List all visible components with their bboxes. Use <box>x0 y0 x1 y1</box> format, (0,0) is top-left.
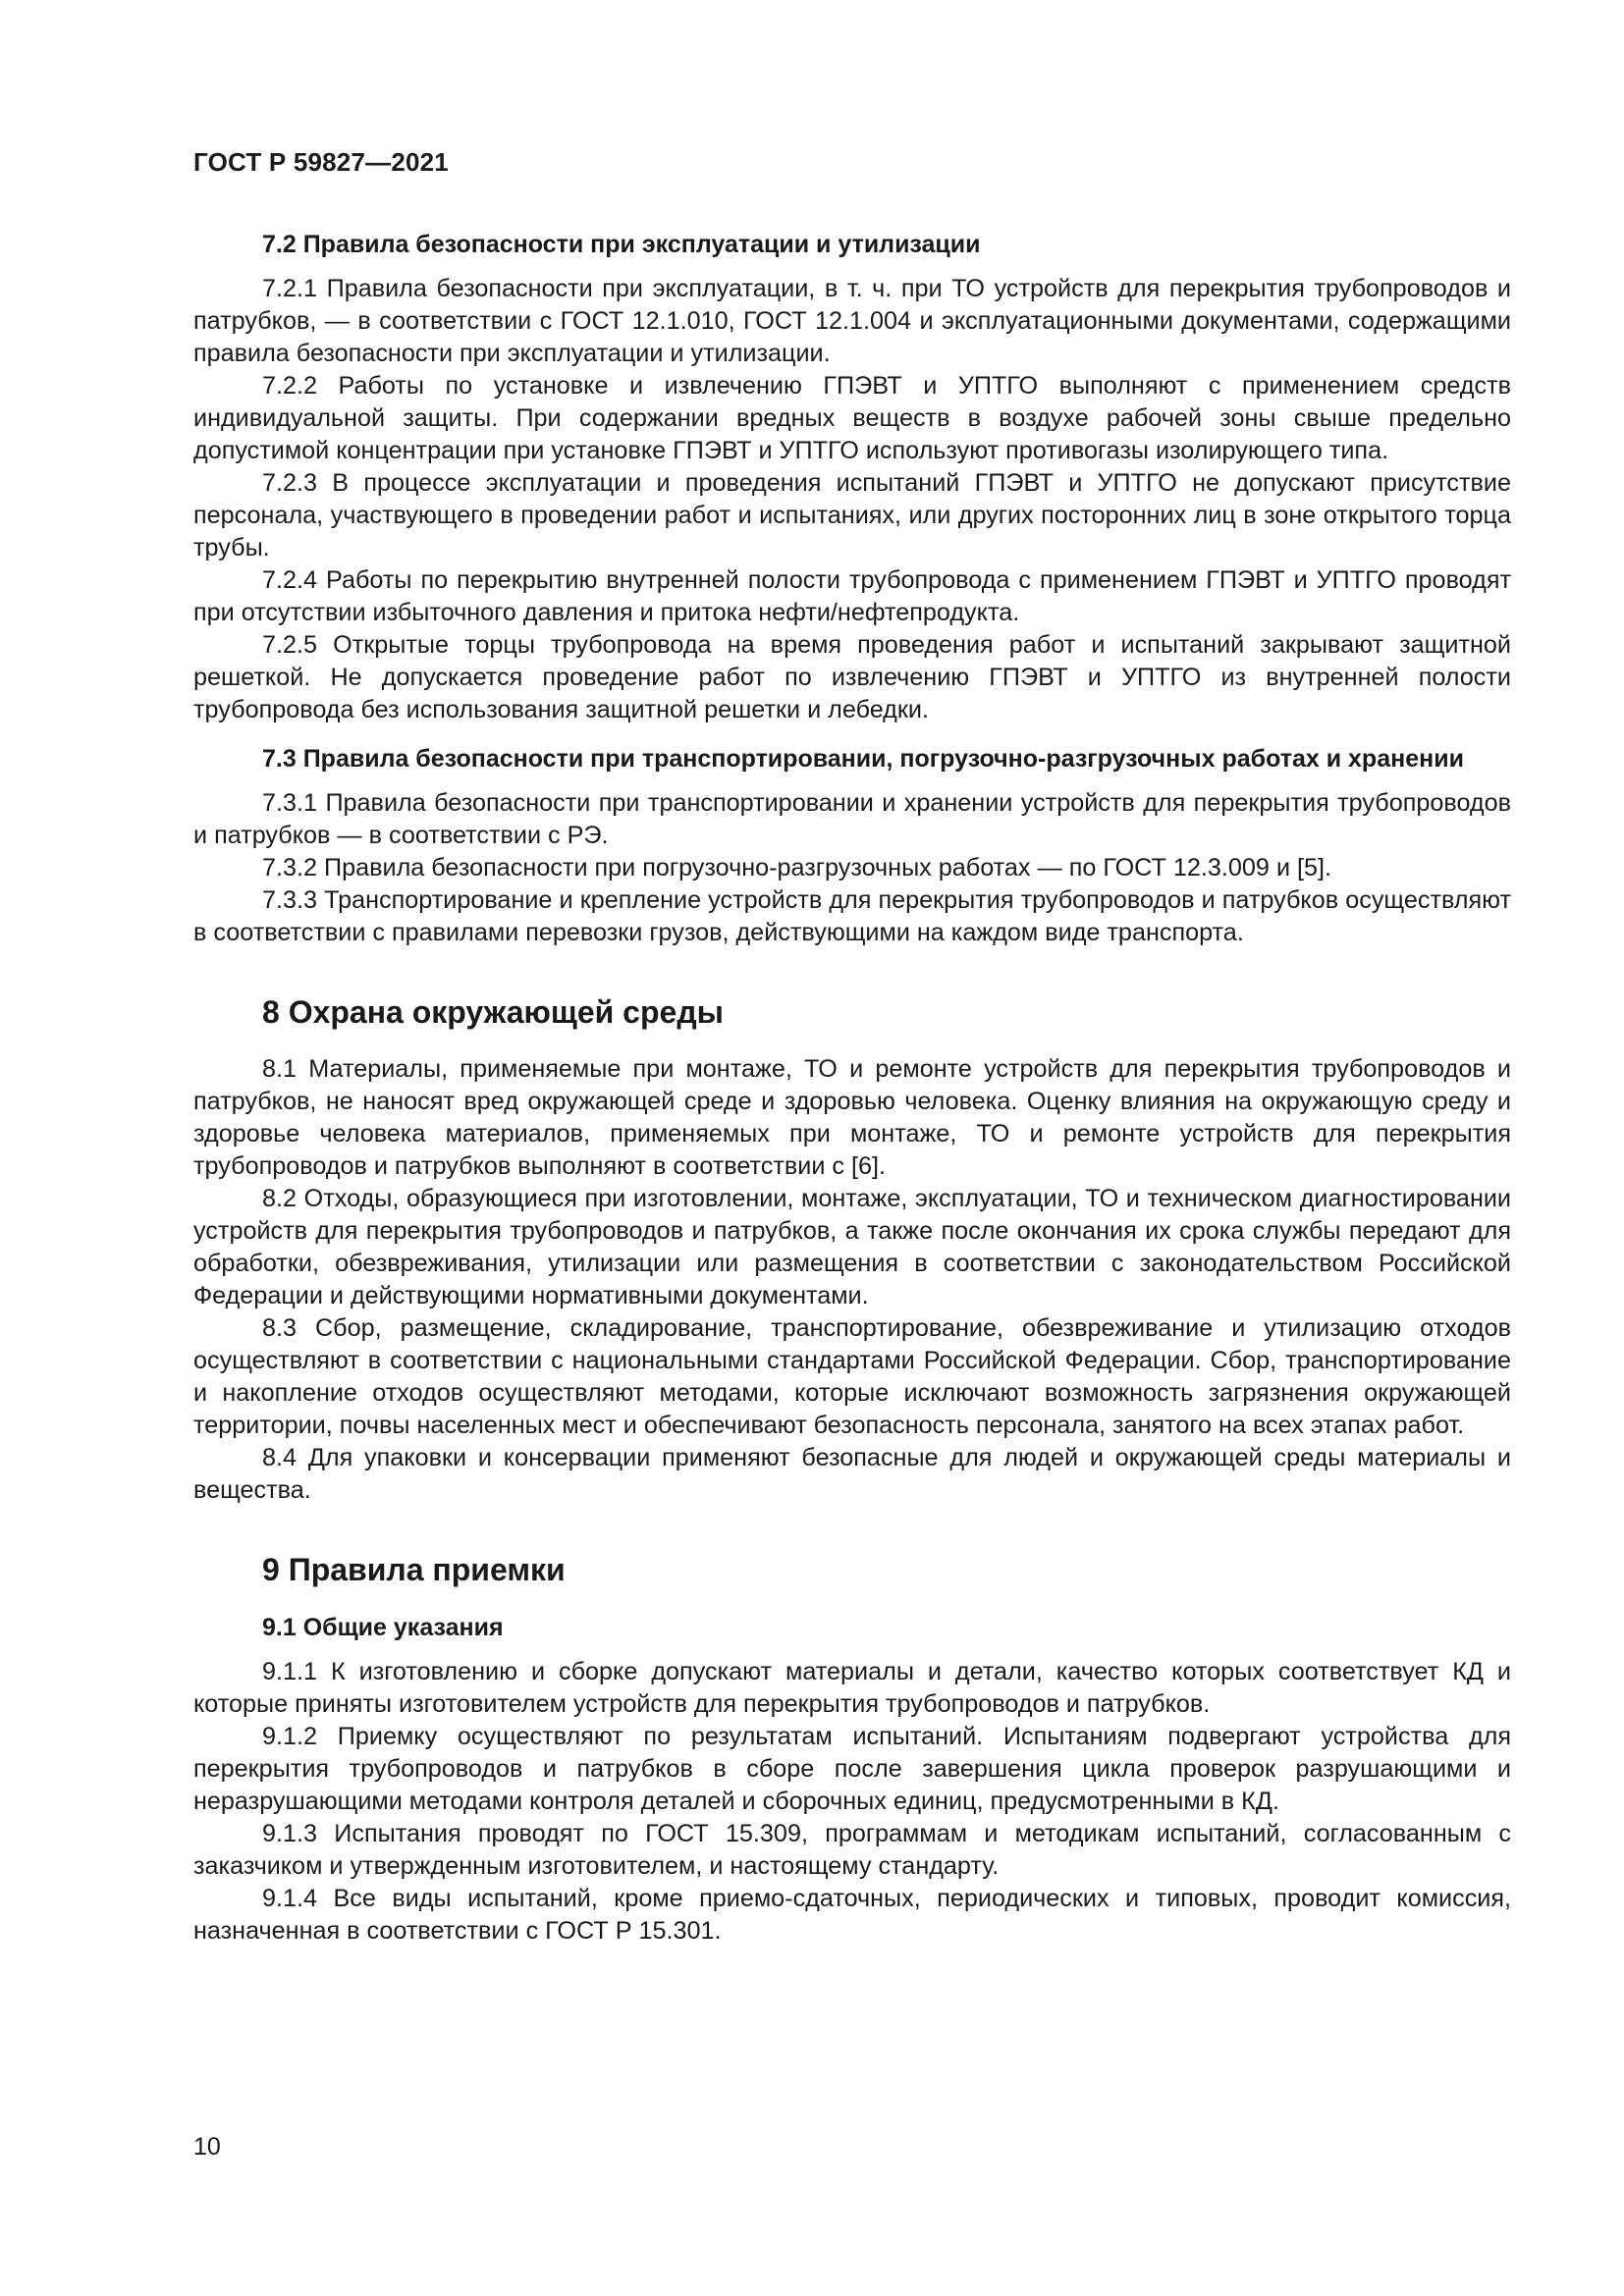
paragraph-7-2-4: 7.2.4 Работы по перекрытию внутренней полости трубопровода с применением ГПЭВТ и УПТГО проводят при отсутствии избыточного давления и притока нефти/нефтепродукта. <box>193 566 1511 626</box>
paragraph-9-1-4: 9.1.4 Все виды испытаний, кроме приемо-сдаточных, периодических и типовых, проводит комиссия, назначенная в соответствии с ГОСТ Р 15.301. <box>193 1885 1511 1945</box>
paragraph-7-3-2: 7.3.2 Правила безопасности при погрузочно-разгрузочных работах — по ГОСТ 12.3.009 и [5]. <box>262 854 1332 881</box>
paragraph-7-2-5: 7.2.5 Открытые торцы трубопровода на время проведения работ и испытаний закрывают защитной решеткой. Не допускается проведение работ по извлечению ГПЭВТ и УПТГО из внутренней полости трубопровода без использования защитной решетки и лебедки. <box>193 631 1511 723</box>
paragraph-7-2-1: 7.2.1 Правила безопасности при эксплуатации, в т. ч. при ТО устройств для перекрытия трубопроводов и патрубков, — в соответствии с ГОСТ 12.1.010, ГОСТ 12.1.004 и эксплуатационными документами, содержащими правила безопасности при эксплуатации и утилизации. <box>193 275 1511 367</box>
section-9-title: 9 Правила приемки <box>262 1552 566 1587</box>
section-7-2-title: 7.2 Правила безопасности при эксплуатации и утилизации <box>262 231 981 258</box>
paragraph-9-1-1: 9.1.1 К изготовлению и сборке допускают материалы и детали, качество которых соответствует КД и которые приняты изготовителем устройств для перекрытия трубопроводов и патрубков. <box>193 1658 1511 1718</box>
paragraph-8-3: 8.3 Сбор, размещение, складирование, транспортирование, обезвреживание и утилизацию отходов осуществляют в соответствии с национальными стандартами Российской Федерации. Сбор, транспортирование и накопление отходов осуществляют методами, которые исключают возможность загрязнения окружающей территории, почвы населенных мест и обеспечивают безопасность персонала, занятого на всех этапах работ. <box>193 1314 1511 1439</box>
document-header: ГОСТ Р 59827—2021 <box>193 147 449 177</box>
section-7-3-title: 7.3 Правила безопасности при транспортировании, погрузочно-разгрузочных работах и хранении <box>262 745 1464 773</box>
paragraph-9-1-3: 9.1.3 Испытания проводят по ГОСТ 15.309, программам и методикам испытаний, согласованным с заказчиком и утвержденным изготовителем, и настоящему стандарту. <box>193 1820 1511 1880</box>
section-9-1-title: 9.1 Общие указания <box>262 1614 504 1641</box>
paragraph-7-3-3: 7.3.3 Транспортирование и крепление устройств для перекрытия трубопроводов и патрубков осуществляют в соответствии с правилами перевозки грузов, действующими на каждом виде транспорта. <box>193 886 1511 946</box>
paragraph-7-2-3: 7.2.3 В процессе эксплуатации и проведения испытаний ГПЭВТ и УПТГО не допускают присутствие персонала, участвующего в проведении работ и испытаниях, или других посторонних лиц в зоне открытого торца трубы. <box>193 469 1511 561</box>
document-body <box>193 228 1511 1948</box>
paragraph-8-4: 8.4 Для упаковки и консервации применяют безопасные для людей и окружающей среды материалы и вещества. <box>193 1444 1511 1504</box>
section-8-title: 8 Охрана окружающей среды <box>262 994 724 1030</box>
paragraph-9-1-2: 9.1.2 Приемку осуществляют по результатам испытаний. Испытаниям подвергают устройства для перекрытия трубопроводов и патрубков в сборе после завершения цикла проверок разрушающими и неразрушающими методами контроля деталей и сборочных единиц, предусмотренными в КД. <box>193 1723 1511 1815</box>
paragraph-8-2: 8.2 Отходы, образующиеся при изготовлении, монтаже, эксплуатации, ТО и техническом диагностировании устройств для перекрытия трубопроводов и патрубков, а также после окончания их срока службы передают для обработки, обезвреживания, утилизации или размещения в соответствии с законодательством Российской Федерации и действующими нормативными документами. <box>193 1185 1511 1309</box>
paragraph-7-3-1: 7.3.1 Правила безопасности при транспортировании и хранении устройств для перекрытия трубопроводов и патрубков — в соответствии с РЭ. <box>193 789 1511 849</box>
paragraph-8-1: 8.1 Материалы, применяемые при монтаже, ТО и ремонте устройств для перекрытия трубопроводов и патрубков, не наносят вред окружающей среде и здоровью человека. Оценку влияния на окружающую среду и здоровье человека материалов, применяемых при монтаже, ТО и ремонте устройств для перекрытия трубопроводов и патрубков выполняют в соответствии с [6]. <box>193 1055 1511 1180</box>
page-number: 10 <box>193 2133 221 2161</box>
paragraph-7-2-2: 7.2.2 Работы по установке и извлечению ГПЭВТ и УПТГО выполняют с применением средств индивидуальной защиты. При содержании вредных веществ в воздухе рабочей зоны свыше предельно допустимой концентрации при установке ГПЭВТ и УПТГО используют противогазы изолирующего типа. <box>193 372 1511 464</box>
document-page <box>193 0 1511 2296</box>
